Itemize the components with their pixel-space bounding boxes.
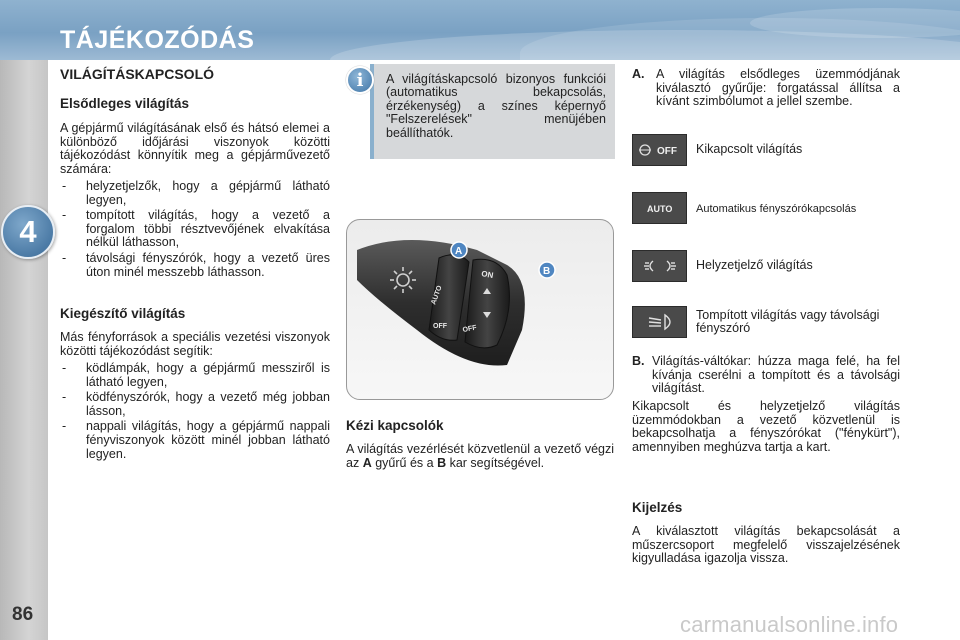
additional-lighting-title: Kiegészítő világítás bbox=[60, 306, 186, 321]
lighting-stalk-illustration bbox=[347, 220, 614, 400]
additional-lighting-list bbox=[60, 362, 330, 463]
section-title: VILÁGÍTÁSKAPCSOLÓ bbox=[60, 66, 215, 82]
mode-label-sidelight: Helyzetjelző világítás bbox=[696, 258, 813, 272]
flash-note: Kikapcsolt és helyzetjelző világítás üzemmódokban a vezető közvetlenül is bekapcsolhatja a fényszórókat ("fénykürt"), amennyiben meghúzva tartja a kart. bbox=[632, 399, 900, 454]
manual-letter-b: B bbox=[437, 455, 447, 470]
ring-label-on: ON bbox=[480, 269, 495, 281]
list-item: - távolsági fényszórók, hogy a vezető üres úton minél messzebb láthasson. bbox=[60, 252, 330, 279]
indication-title: Kijelzés bbox=[632, 500, 683, 515]
ring-label-off: OFF bbox=[433, 323, 447, 330]
ring-a-description bbox=[632, 68, 900, 109]
auto-tile-text: AUTO bbox=[646, 204, 672, 214]
lever-b-text: Világítás-váltókar: húzza maga felé, ha fel kívánja cserélni a tompított és a távolsági világítást. bbox=[652, 354, 900, 396]
off-icon bbox=[632, 134, 687, 166]
page-number: 86 bbox=[12, 604, 34, 625]
ring-label-off-2: OFF bbox=[462, 324, 478, 334]
manual-controls-text bbox=[346, 443, 614, 470]
auto-icon bbox=[632, 192, 687, 224]
mode-label-headlight: Tompított világítás vagy távolsági fényszóró bbox=[696, 308, 880, 336]
chapter-tab[interactable]: 4 bbox=[1, 205, 55, 259]
manual-letter-a: A bbox=[362, 455, 372, 470]
mode-label-off: Kikapcsolt világítás bbox=[696, 142, 803, 156]
primary-lighting-list bbox=[60, 180, 330, 281]
list-item: - ködfényszórók, hogy a vezető még jobban lásson, bbox=[60, 391, 330, 418]
list-item: - ködlámpák, hogy a gépjármű messziről is látható legyen, bbox=[60, 362, 330, 389]
watermark: carmanualsonline.info bbox=[680, 612, 899, 637]
list-item: - tompított világítás, hogy a vezető a forgalom többi résztvevőjének elvakítása nélkül láthasson, bbox=[60, 209, 330, 250]
lighting-stalk-image bbox=[346, 219, 614, 400]
header-band bbox=[0, 0, 960, 60]
manual-controls-title: Kézi kapcsolók bbox=[346, 418, 444, 433]
manual-text-after: kar segítségével. bbox=[449, 455, 545, 470]
manual-text-before: A világítás vezérlését közvetlenül a vezető végzi az bbox=[346, 442, 614, 470]
badge-b-label: B bbox=[543, 266, 551, 277]
headlight-icon bbox=[632, 306, 687, 338]
badge-a-label: A bbox=[455, 246, 463, 257]
left-strip bbox=[0, 60, 48, 640]
ring-a-label: A. bbox=[632, 67, 645, 81]
ring-label-auto: AUTO bbox=[430, 284, 444, 306]
lever-b-description bbox=[632, 355, 900, 396]
sidelight-icon bbox=[632, 250, 687, 282]
indication-text: A kiválasztott világítás bekapcsolását a műszercsoport megfelelő visszajelzésének kigyulladása igazolja vissza. bbox=[632, 524, 900, 566]
list-item: - helyzetjelzők, hogy a gépjármű látható legyen, bbox=[60, 180, 330, 207]
info-box-text: A világításkapcsoló bizonyos funkciói (automatikus bekapcsolás, érzékenység) a színes képernyő "Felszerelések" menüjében beállíthatók. bbox=[386, 72, 606, 140]
list-item: - nappali világítás, hogy a gépjármű nappali fényviszonyok között minél jobban látható legyen. bbox=[60, 420, 330, 461]
primary-lighting-intro: A gépjármű világításának első és hátsó elemei a különböző időjárási viszonyok közötti tájékozódást könnyítik meg a gépjárművezető számára: bbox=[60, 121, 330, 176]
info-icon: i bbox=[346, 66, 374, 94]
ring-a-text: A világítás elsődleges üzemmódjának kiválasztó gyűrűje: forgatással állítsa a kívánt szimbólumot a jellel szembe. bbox=[656, 67, 900, 109]
additional-lighting-intro: Más fényforrások a speciális vezetési viszonyok közötti tájékozódást segítik: bbox=[60, 330, 330, 358]
manual-text-middle: gyűrű és a bbox=[375, 455, 434, 470]
mode-label-auto: Automatikus fényszórókapcsolás bbox=[696, 203, 857, 215]
lever-b-label: B. bbox=[632, 354, 645, 368]
primary-lighting-title: Elsődleges világítás bbox=[60, 96, 190, 111]
page-title: TÁJÉKOZÓDÁS bbox=[60, 26, 255, 54]
off-tile-text: OFF bbox=[656, 146, 677, 157]
